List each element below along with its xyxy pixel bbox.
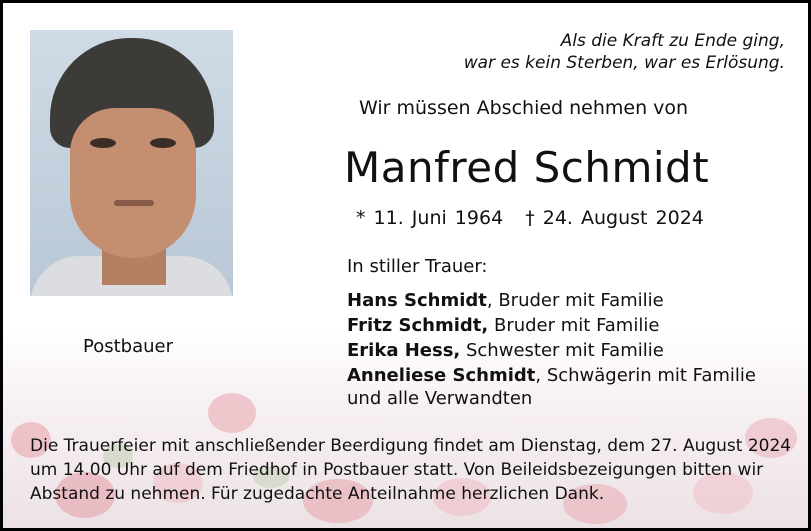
- notice-line-2: um 14.00 Uhr auf dem Friedhof in Postbauer statt. Von Beileidsbezeigungen bitten wir: [30, 460, 764, 480]
- relatives-line: und alle Verwandten: [347, 388, 533, 409]
- quote-line-2: war es kein Sterben, war es Erlösung.: [463, 53, 785, 73]
- mourner-relation: Bruder mit Familie: [488, 315, 660, 336]
- mourner-name: Fritz Schmidt,: [347, 315, 489, 336]
- life-dates: [356, 207, 704, 229]
- obituary-card: [3, 3, 808, 528]
- mourner-item: [347, 363, 756, 388]
- hometown-label: Postbauer: [83, 336, 173, 357]
- mourner-relation: , Bruder mit Familie: [486, 290, 664, 311]
- farewell-intro: Wir müssen Abschied nehmen von: [359, 97, 689, 119]
- mourner-name: Erika Hess,: [347, 340, 461, 361]
- notice-line-1: Die Trauerfeier mit anschließender Beerdigung findet am Dienstag, dem 27. August 2024: [30, 436, 792, 456]
- quote-line-1: Als die Kraft zu Ende ging,: [560, 31, 785, 51]
- memorial-quote: [464, 30, 785, 74]
- mourning-heading: In stiller Trauer:: [347, 256, 488, 277]
- mourner-relation: Schwester mit Familie: [460, 340, 664, 361]
- mourner-name: Hans Schmidt: [347, 290, 487, 311]
- funeral-notice: [30, 434, 795, 506]
- deceased-name: Manfred Schmidt: [344, 143, 710, 192]
- mourner-name: Anneliese Schmidt: [347, 365, 536, 386]
- notice-line-3: Abstand zu nehmen. Für zugedachte Anteilnahme herzlichen Dank.: [30, 484, 605, 504]
- death-date: † 24. August 2024: [525, 207, 704, 229]
- mourner-item: [347, 313, 756, 338]
- mourners-list: [347, 288, 756, 388]
- birth-date: * 11. Juni 1964: [356, 207, 504, 229]
- mourner-relation: , Schwägerin mit Familie: [535, 365, 756, 386]
- mourner-item: [347, 288, 756, 313]
- portrait-photo: [30, 30, 233, 296]
- mourner-item: [347, 338, 756, 363]
